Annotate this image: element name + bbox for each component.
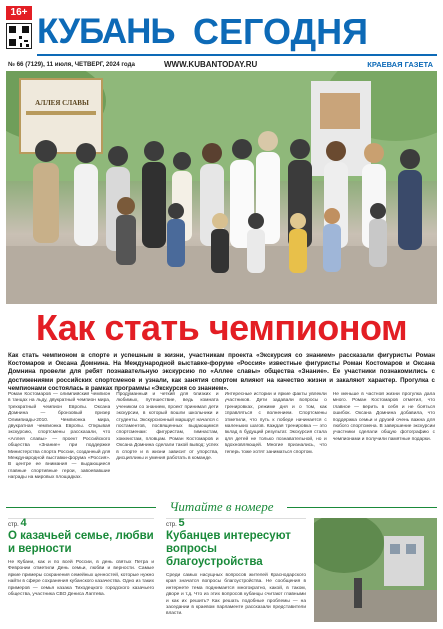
article-body xyxy=(8,392,435,494)
logo-segodnya: СЕГОДНЯ xyxy=(193,11,368,52)
article-column-1: Роман Костомаров — олимпийский чемпион в танцах на льду, двукратный чемпион мира, трехкратный чемпион Европы. Оксана Домнина — бронзовый призер Олимпиады-2010. Чемпионка мира, двукратная чемпионка Европы. Открывая экскурсию, спортсмены рассказали, что «Аллея славы» — проект Российского общества «Знание» при поддержке Министерства спорта России, созданный для Международной выставки-форума «Россия». В центре ее внимания — выдающиеся главные спортивные герои, завоевавшие награды на мировых площадках. xyxy=(8,392,111,481)
logo-kuban: КУБАНЬ xyxy=(37,12,175,51)
newspaper-tagline: КРАЕВАЯ ГАЗЕТА xyxy=(367,60,433,69)
main-photo xyxy=(6,71,437,304)
article-column-4: Не меньше в частной жизни прогулка дала много. Роман Костомаров отметил, что главное — верить в себя и не бояться ошибок. Оксана Домнина добавила, что поддержка семьи и друзей очень важна для любого спортсмена. В завершение экскурсии участники сделали общую фотографию с чемпионами и получили памятные подарки. xyxy=(332,392,435,442)
article-headline: Как стать чемпионом xyxy=(35,307,408,348)
teaser-photo xyxy=(314,518,437,622)
read-in-issue-header xyxy=(6,498,437,516)
teaser-item[interactable] xyxy=(8,518,154,622)
website-link[interactable]: WWW.KUBANTODAY.RU xyxy=(164,60,258,69)
photo-sign-text: АЛЛЕЯ СЛАВЫ xyxy=(35,99,89,107)
teaser-page-number: 4 xyxy=(20,517,27,529)
issue-info: № 66 (7129), 11 июля, ЧЕТВЕРГ, 2024 года xyxy=(8,61,135,68)
teaser-title: Кубанцев интересуют вопросы благоустройства xyxy=(166,530,291,568)
article-column-3: Интересные истории и яркие факты увлекли участников. Дети задавали вопросы о тренировках, режиме дня и о том, как справляться с волнением. Спортсмены отметили, что путь к победе начинается с маленьких шагов. Каждая тренировка — это вклад в будущий результат. Экскурсия стала для детей не только познавательной, но и вдохновляющей. Многие признались, что теперь тоже хотят заниматься спортом. xyxy=(224,392,327,455)
qr-code-icon xyxy=(6,23,32,49)
teaser-page: стр. 4 xyxy=(8,517,27,529)
teaser-title: О казачьей семье, любви и верности xyxy=(8,530,154,555)
masthead-divider xyxy=(37,54,437,56)
read-in-issue-title: Читайте в номере xyxy=(169,499,274,514)
article-lead: Как стать чемпионом в спорте и успешным в жизни, участникам проекта «Экскурсия со знанием» рассказали фигуристы Роман Костомаров и Оксана Домнина. На Международной выставке-форуме «Россия» известные фигуристы Роман Костомаров и Оксана Домнина провели для ребят познавательную экскурсию по «Аллее славы» общества «Знание». Ее участники познакомились с достижениями российских спортсменов и узнали, как занятия спортом влияют на качество жизни и закаляют характер. Прогулка с чемпионами состоялась в рамках программы «Экскурсия со знанием». xyxy=(8,352,435,392)
teaser-text: Среди самых насущных вопросов жителей Краснодарского края значатся вопросы благоустройства. Не сообщения в интернете тема поднимается многократно, какой, в таком, дворе и т.д. Что из этих вопросов кубанцы считают главными и как их решить? Как решать подобные проблемы — на заседании в краевом парламенте рассказали представители власти. xyxy=(166,573,306,617)
teaser-item[interactable] xyxy=(166,518,306,622)
article-column-2: Продуманный и четкий для близких и любимых, путешествие, ведь комната учеником со знанием, проект принимал дети экскурсии, в который вошли школьники и студенты. Экскурсионный маршрут начался с постаментов, посвященных выдающимся спортсменам: фигуристам, гимнастам, хоккеистам, пловцам. Роман Костомаров и Оксана Домнина сделали такой вывод: успех в спорте и в жизни зависит от упорства, дисциплины и умения работать в команде. xyxy=(116,392,219,462)
teaser-page: стр. 5 xyxy=(166,517,185,529)
age-rating-badge: 16+ xyxy=(6,6,32,20)
teaser-page-number: 5 xyxy=(178,517,185,529)
teaser-text: Не Кубани, как и по всей России, в день святых Петра и Февронии отметили День семьи, любви и верности. Самые яркие примеры сохранения семейных ценностей, которые нужно найти в сфере сохранения кубанского казачества. Одно из таких примеров — семья казака Тиходецкого городского казачьего общества, участника СВО Дениса Лаптева. xyxy=(8,560,154,598)
masthead xyxy=(6,4,437,60)
